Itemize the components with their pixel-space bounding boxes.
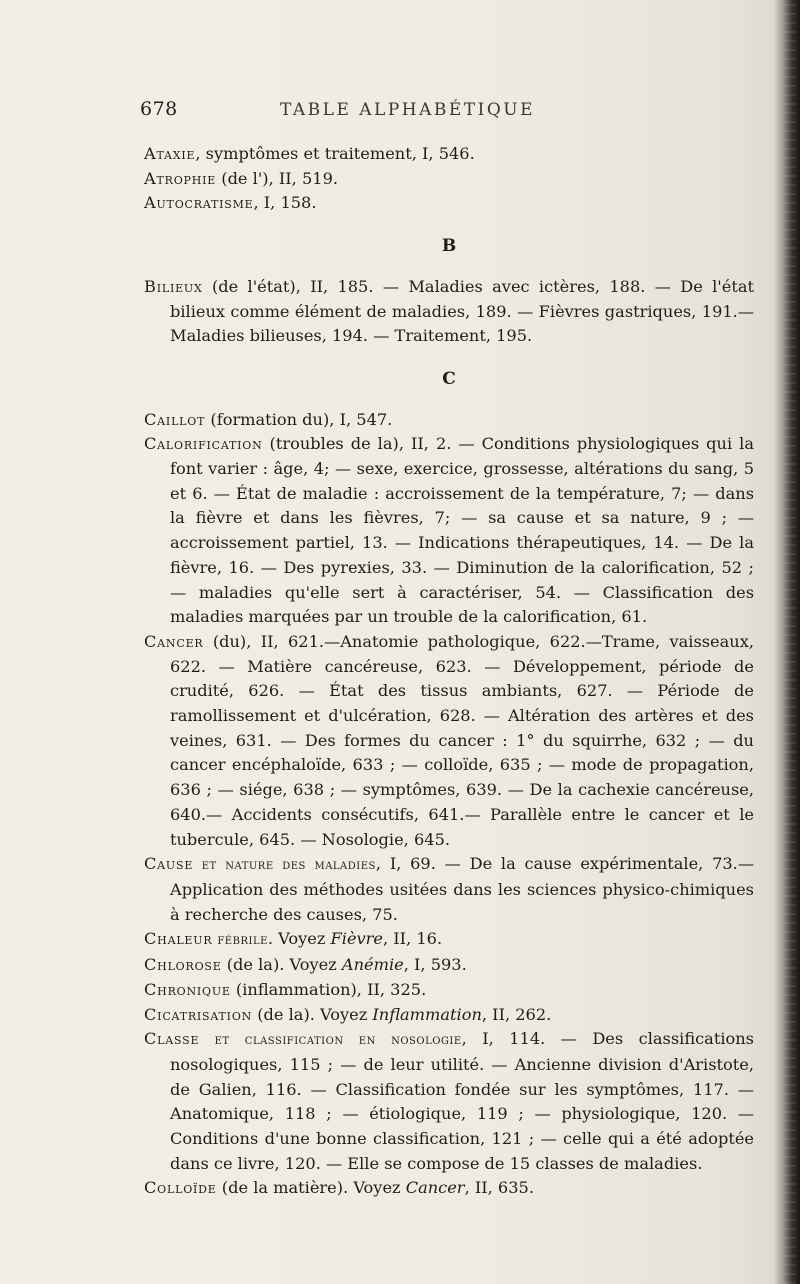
- entry-headword: Chronique: [144, 979, 231, 999]
- index-entry-cause: [144, 852, 754, 927]
- entry-headword: Classe: [144, 1029, 200, 1049]
- entry-subheading: fébrile: [212, 932, 268, 949]
- index-content: [144, 142, 754, 1201]
- running-head: TABLE ALPHABÉTIQUE: [280, 100, 536, 120]
- entry-cross-reference: Inflammation: [372, 1004, 482, 1024]
- entry-text: (du), II, 621.—Anatomie pathologique, 622.—Trame, vaisseaux, 622. — Matière cancéreuse, 623. — Développement, période de crudité, 626. — État des tissus ambiants, 627. — Période de ramollissement et d'ulcération, 628. — Altération des artères et des veines, 631. — Des formes du cancer : 1° du squirrhe, 632 ; — du cancer encéphaloïde, 633 ; — colloïde, 635 ; — mode de propagation, 636 ; — siége, 638 ; — symptômes, 639. — De la cachexie cancéreuse, 640.— Accidents consécutifs, 641.— Parallèle entre le cancer et le tubercule, 645. — Nosologie, 645.: [170, 631, 754, 849]
- entry-headword: Atrophie: [144, 168, 217, 188]
- section-letter-c: C: [442, 368, 456, 389]
- entry-text: , I, 114. — Des classifications nosologiques, 115 ; — de leur utilité. — Ancienne division d'Aristote, de Galien, 116. — Classification fondée sur les symptômes, 117. — Anatomique, 118 ; — étiologique, 119 ; — physiologique, 120. — Conditions d'une bonne classification, 121 ; — celle qui a été adoptée dans ce livre, 120. — Elle se compose de 15 classes de maladies.: [170, 1029, 754, 1173]
- entry-headword: Cicatrisation: [144, 1004, 253, 1024]
- index-entry-colloide: [144, 1176, 754, 1201]
- entry-subheading: et nature des maladies: [193, 857, 376, 874]
- index-entry-classe: [144, 1027, 754, 1176]
- index-entry-ataxie: [144, 142, 754, 167]
- index-entry-chronique: [144, 978, 754, 1003]
- entry-headword: Autocratisme: [144, 193, 254, 213]
- entry-cross-reference: Cancer: [405, 1178, 465, 1198]
- entry-subheading: et classification en nosologie: [199, 1032, 462, 1049]
- entry-text: , I, 158.: [253, 193, 317, 213]
- entry-text: (inflammation), II, 325.: [230, 979, 427, 999]
- entry-headword: Chlorose: [144, 955, 222, 975]
- index-entry-caillot: [144, 408, 754, 433]
- entry-text: (troubles de la), II, 2. — Conditions physiologiques qui la font varier : âge, 4; — sexe, exercice, grossesse, altérations du sang, 5 et 6. — État de maladie : accroissement de la température, 7; — dans la fièvre et dans les fièvres, 7; — sa cause et sa nature, 9 ; — accroissement partiel, 13. — Indications thérapeutiques, 14. — De la fièvre, 16. — Des pyrexies, 33. — Diminution de la calorification, 52 ; — maladies qu'elle sert à caractériser, 54. — Classification des maladies marquées par un trouble de la calorification, 61.: [170, 434, 754, 627]
- entry-text: (formation du), I, 547.: [205, 409, 393, 429]
- index-entry-cicatrisation: [144, 1003, 754, 1028]
- entry-headword: Bilieux: [144, 276, 203, 296]
- entry-text: , symptômes et traitement, I, 546.: [195, 144, 475, 163]
- entry-text: , I, 69. — De la cause expérimentale, 73.— Application des méthodes usitées dans les sciences physico-chimiques à recherche des causes, 75.: [170, 854, 755, 924]
- entry-text: (de la). Voyez: [252, 1004, 373, 1024]
- index-entry-calorification: [144, 432, 754, 630]
- entry-headword: Ataxie: [144, 144, 196, 163]
- entry-cross-reference: Fièvre: [330, 929, 383, 949]
- page-number: 678: [140, 98, 178, 120]
- entry-text: (de l'), II, 519.: [216, 168, 339, 188]
- entry-text-tail: , II, 262.: [481, 1004, 552, 1024]
- page-edge-texture: [782, 0, 796, 1284]
- entry-headword: Cause: [144, 854, 194, 874]
- index-entry-autocratisme: [144, 191, 754, 216]
- section-letter-b: B: [441, 236, 457, 257]
- index-entry-chaleur: [144, 927, 754, 953]
- index-entry-cancer: [144, 630, 754, 852]
- entry-text: (de la). Voyez: [221, 955, 342, 975]
- entry-text: (de la matière). Voyez: [216, 1178, 406, 1198]
- entry-cross-reference: Anémie: [341, 955, 404, 975]
- entry-headword: Chaleur: [144, 929, 213, 949]
- entry-text: . Voyez: [267, 929, 331, 949]
- entry-text-tail: , II, 635.: [464, 1178, 534, 1198]
- entry-headword: Calorification: [144, 434, 263, 454]
- index-entry-atrophie: [144, 167, 754, 192]
- entry-headword: Colloïde: [144, 1178, 217, 1198]
- index-entry-chlorose: [144, 953, 754, 978]
- entry-headword: Cancer: [144, 631, 204, 651]
- entry-text-tail: , I, 593.: [403, 955, 467, 975]
- entry-headword: Caillot: [144, 409, 206, 429]
- entry-text: (de l'état), II, 185. — Maladies avec ictères, 188. — De l'état bilieux comme élément de maladies, 189. — Fièvres gastriques, 191.— Maladies bilieuses, 194. — Traitement, 195.: [170, 276, 754, 346]
- entry-text-tail: , II, 16.: [382, 929, 443, 949]
- page-header: [140, 98, 760, 128]
- index-entry-bilieux: [144, 275, 754, 349]
